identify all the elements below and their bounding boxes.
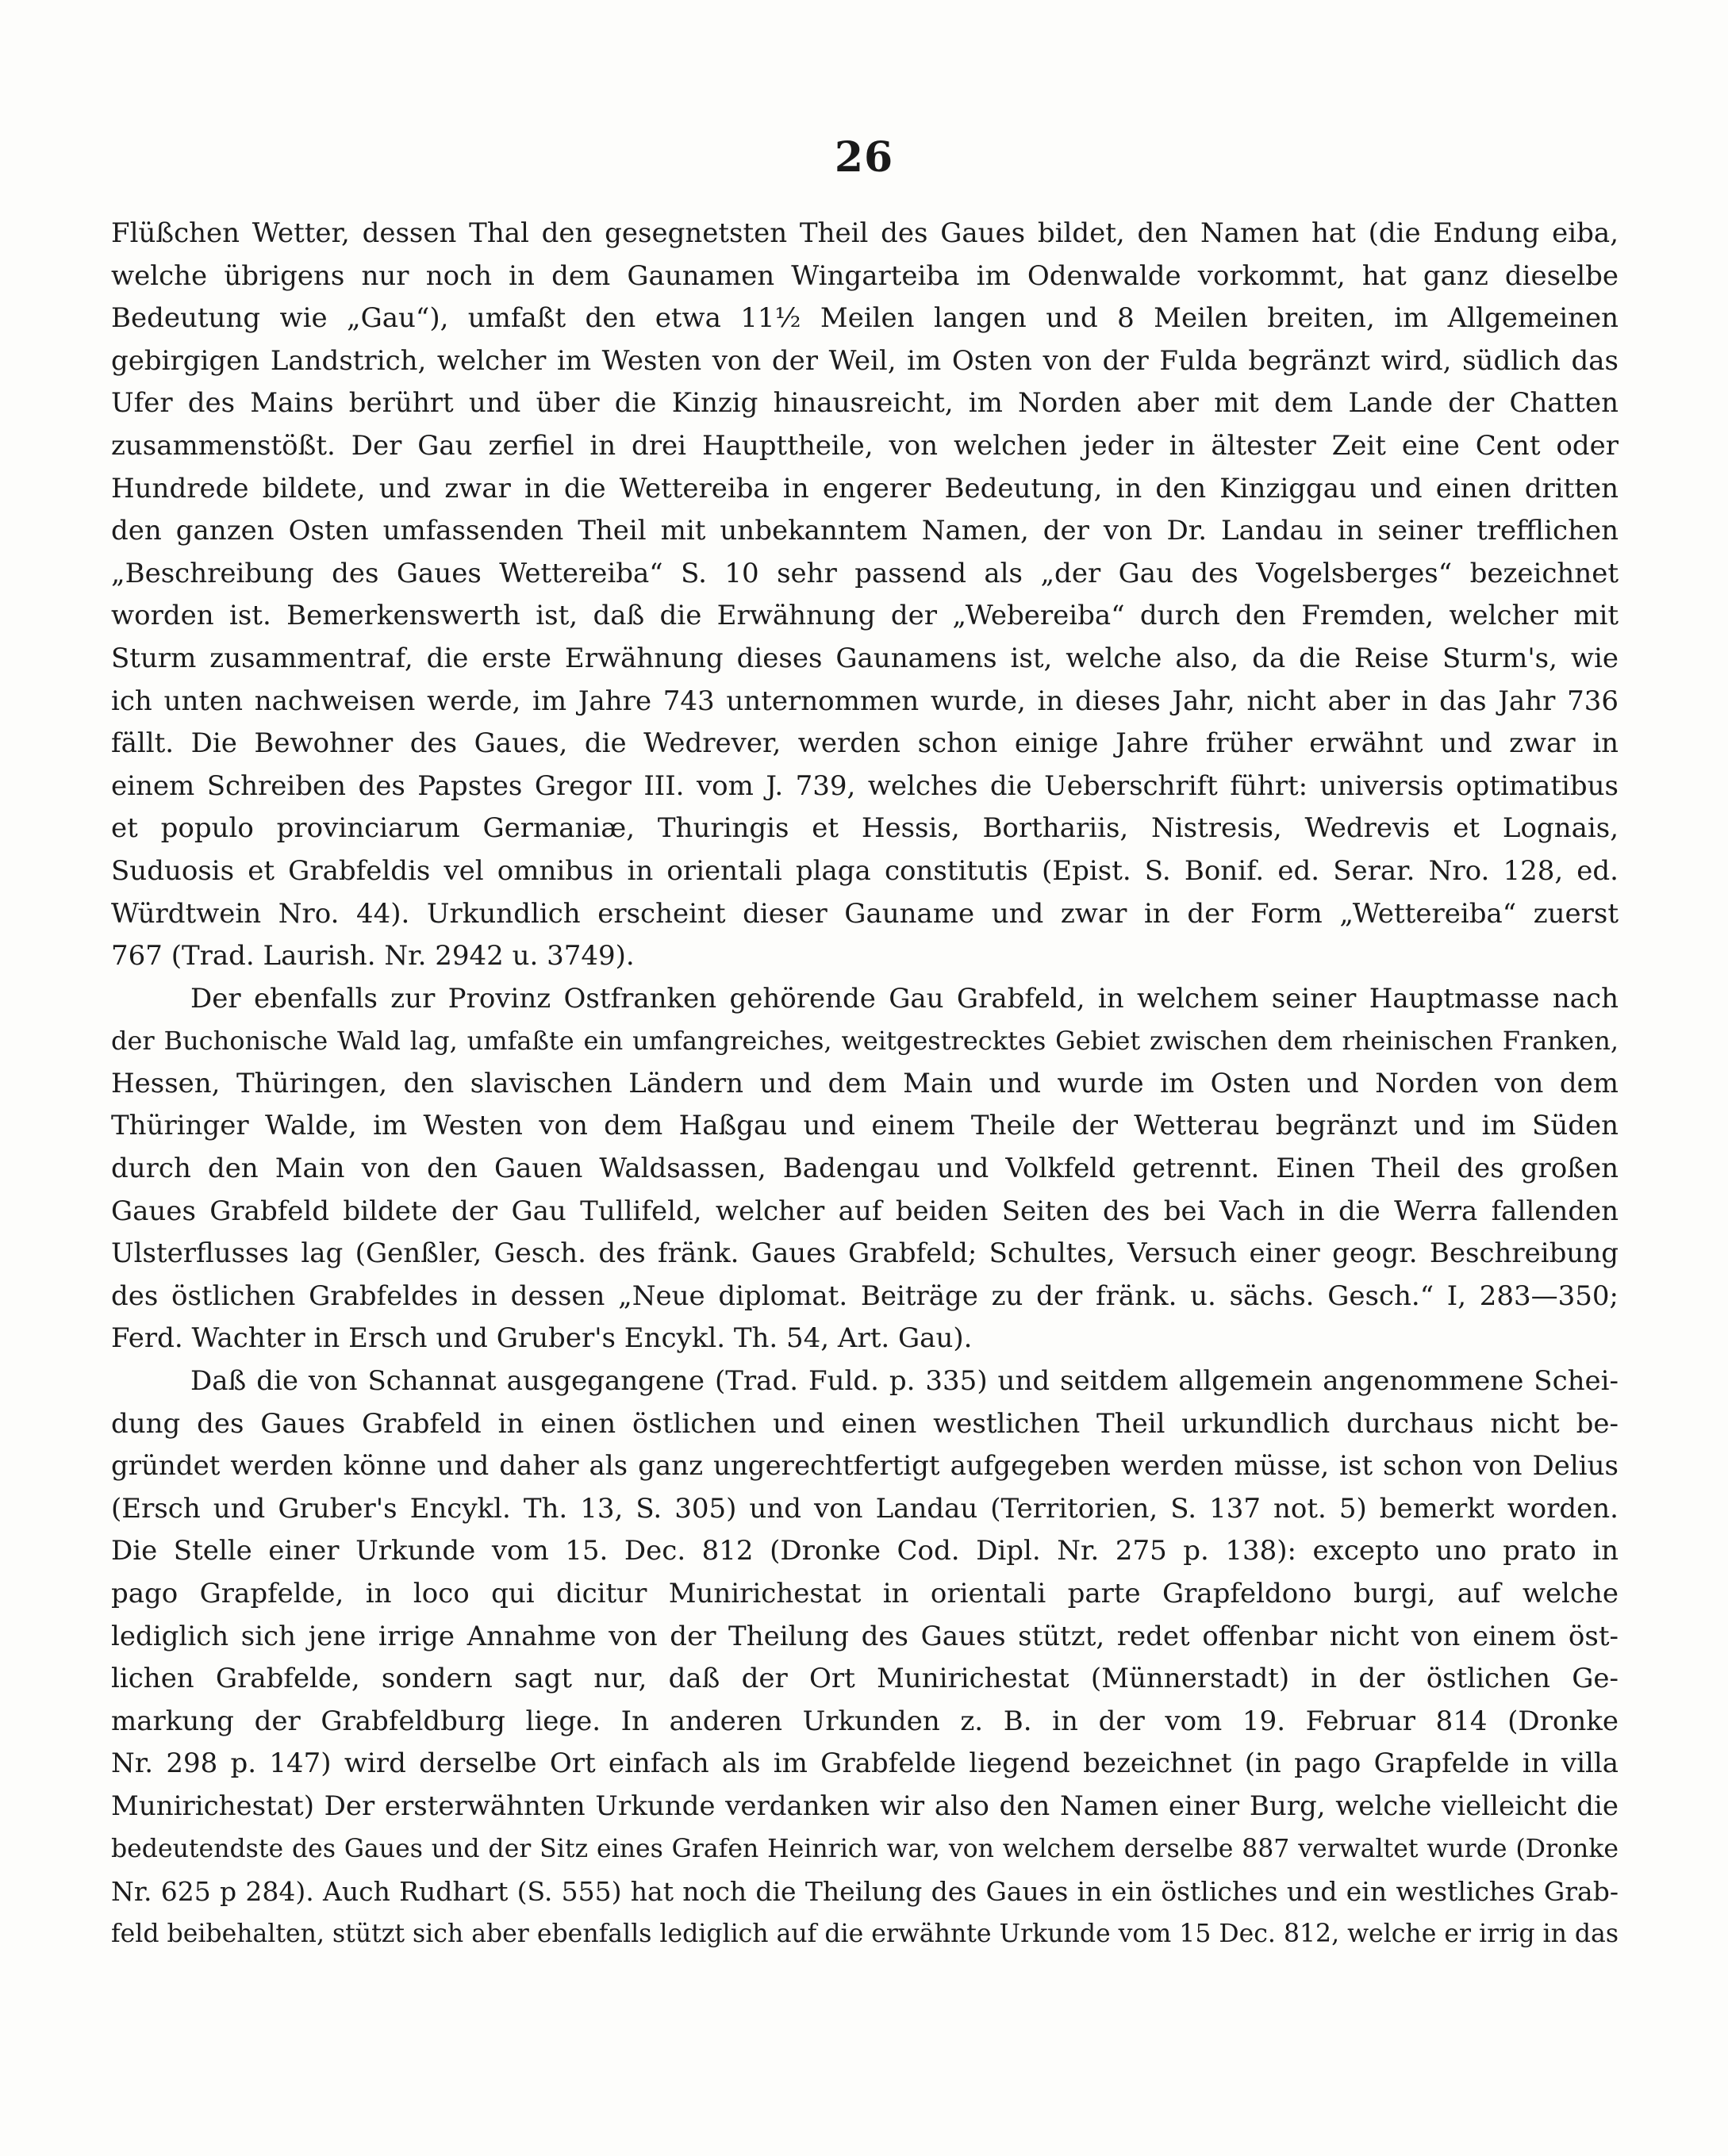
text-line: den ganzen Osten umfassenden Theil mit unbekanntem Namen, der von Dr. Landau in seiner trefflichen bbox=[111, 515, 1619, 547]
text-line: worden ist. Bemerkenswerth ist, daß die Erwähnung der „Webereiba“ durch den Fremden, welcher mit bbox=[111, 600, 1619, 632]
text-line: einem Schreiben des Papstes Gregor III. vom J. 739, welches die Ueberschrift führt: universis optimatibus bbox=[111, 769, 1619, 802]
text-line: „Beschreibung des Gaues Wettereiba“ S. 10 sehr passend als „der Gau des Vogelsberges“ bezeichnet bbox=[111, 557, 1619, 589]
text-line: ich unten nachweisen werde, im Jahre 743 unternommen wurde, in dieses Jahr, nicht aber in das Jahr 736 bbox=[111, 685, 1619, 717]
text-line: durch den Main von den Gauen Waldsassen, Badengau und Volkfeld getrennt. Einen Theil des großen bbox=[111, 1153, 1619, 1185]
text-line: markung der Grabfeldburg liege. In anderen Urkunden z. B. in der vom 19. Februar 814 (Dronke bbox=[111, 1705, 1619, 1737]
text-line: pago Grapfelde, in loco qui dicitur Munirichestat in orientali parte Grapfeldono burgi, auf welche bbox=[111, 1578, 1619, 1609]
text-line: Hessen, Thüringen, den slavischen Ländern und dem Main und wurde im Osten und Norden von dem bbox=[111, 1067, 1619, 1099]
paragraph-start-line: Der ebenfalls zur Provinz Ostfranken gehörende Gau Grabfeld, in welchem seiner Hauptmasse nach bbox=[190, 982, 1619, 1015]
text-line: Würdtwein Nro. 44). Urkundlich erscheint dieser Gauname und zwar in der Form „Wettereiba“ zuerst bbox=[111, 897, 1619, 930]
text-line: feld beibehalten, stützt sich aber ebenfalls lediglich auf die erwähnte Urkunde vom 15 Dec. 812, welche er irrig in das bbox=[111, 1919, 1619, 1948]
text-line: lediglich sich jene irrige Annahme von der Theilung des Gaues stützt, redet offenbar nicht von einem öst- bbox=[111, 1620, 1619, 1652]
text-line: Gaues Grabfeld bildete der Gau Tullifeld, welcher auf beiden Seiten des bei Vach in die Werra fallenden bbox=[111, 1195, 1619, 1227]
text-line: fällt. Die Bewohner des Gaues, die Wedrever, werden schon einige Jahre früher erwähnt und zwar in bbox=[111, 727, 1619, 760]
text-line: welche übrigens nur noch in dem Gaunamen Wingarteiba im Odenwalde vorkommt, hat ganz dieselbe bbox=[111, 259, 1619, 292]
text-line: Flüßchen Wetter, dessen Thal den gesegnetsten Theil des Gaues bildet, den Namen hat (die Endung eiba, bbox=[111, 217, 1619, 249]
text-line: (Ersch und Gruber's Encykl. Th. 13, S. 305) und von Landau (Territorien, S. 137 not. 5) bemerkt worden. bbox=[111, 1492, 1619, 1525]
text-line: Bedeutung wie „Gau“), umfaßt den etwa 11½ Meilen langen und 8 Meilen breiten, im Allgemeinen bbox=[111, 302, 1619, 335]
text-line: der Buchonische Wald lag, umfaßte ein umfangreiches, weitgestrecktes Gebiet zwischen dem rheinischen Franken, bbox=[111, 1026, 1619, 1057]
paragraph-end-line: 767 (Trad. Laurish. Nr. 2942 u. 3749). bbox=[111, 940, 635, 973]
text-line: Nr. 625 p 284). Auch Rudhart (S. 555) hat noch die Theilung des Gaues in ein östliches und ein westliches Grab- bbox=[111, 1876, 1619, 1908]
text-line: gründet werden könne und daher als ganz ungerechtfertigt aufgegeben werden müsse, ist schon von Delius bbox=[111, 1450, 1619, 1483]
text-line: bedeutendste des Gaues und der Sitz eines Grafen Heinrich war, von welchem derselbe 887 verwaltet wurde (Dronke bbox=[111, 1834, 1619, 1863]
text-line: Suduosis et Grabfeldis vel omnibus in orientali plaga constitutis (Epist. S. Bonif. ed. Serar. Nro. 128, ed. bbox=[111, 854, 1619, 887]
text-line: Hundrede bildete, und zwar in die Wettereiba in engerer Bedeutung, in den Kinziggau und einen dritten bbox=[111, 472, 1619, 504]
text-line: Ufer des Mains berührt und über die Kinzig hinausreicht, im Norden aber mit dem Lande der Chatten bbox=[111, 387, 1619, 420]
text-line: des östlichen Grabfeldes in dessen „Neue diplomat. Beiträge zu der fränk. u. sächs. Gesch.“ I, 283—350; bbox=[111, 1279, 1619, 1312]
paragraph-start-line: Daß die von Schannat ausgegangene (Trad. Fuld. p. 335) und seitdem allgemein angenommene Schei- bbox=[190, 1365, 1619, 1398]
page-number: 26 bbox=[834, 133, 894, 182]
text-line: Ulsterflusses lag (Genßler, Gesch. des fränk. Gaues Grabfeld; Schultes, Versuch einer geogr. Beschreibung bbox=[111, 1237, 1619, 1270]
text-line: lichen Grabfelde, sondern sagt nur, daß der Ort Munirichestat (Münnerstadt) in der östlichen Ge- bbox=[111, 1663, 1619, 1695]
text-line: et populo provinciarum Germaniæ, Thuringis et Hessis, Borthariis, Nistresis, Wedrevis et Lognais, bbox=[111, 812, 1619, 845]
text-line: gebirgigen Landstrich, welcher im Westen von der Weil, im Osten von der Fulda begränzt wird, südlich das bbox=[111, 344, 1619, 377]
body-text bbox=[111, 213, 1619, 1955]
text-line: zusammenstößt. Der Gau zerfiel in drei Haupttheile, von welchen jeder in ältester Zeit eine Cent oder bbox=[111, 429, 1619, 462]
text-line: Thüringer Walde, im Westen von dem Haßgau und einem Theile der Wetterau begränzt und im Süden bbox=[111, 1110, 1619, 1142]
paragraph-end-line: Ferd. Wachter in Ersch und Gruber's Encykl. Th. 54, Art. Gau). bbox=[111, 1322, 973, 1355]
text-line: Sturm zusammentraf, die erste Erwähnung dieses Gaunamens ist, welche also, da die Reise Sturm's, wie bbox=[111, 642, 1619, 674]
text-line: Nr. 298 p. 147) wird derselbe Ort einfach als im Grabfelde liegend bezeichnet (in pago Grapfelde in villa bbox=[111, 1747, 1619, 1780]
text-line: Munirichestat) Der ersterwähnten Urkunde verdanken wir also den Namen einer Burg, welche vielleicht die bbox=[111, 1790, 1619, 1822]
text-line: dung des Gaues Grabfeld in einen östlichen und einen westlichen Theil urkundlich durchaus nicht be- bbox=[111, 1407, 1619, 1440]
text-line: Die Stelle einer Urkunde vom 15. Dec. 812 (Dronke Cod. Dipl. Nr. 275 p. 138): excepto uno prato in bbox=[111, 1535, 1619, 1567]
